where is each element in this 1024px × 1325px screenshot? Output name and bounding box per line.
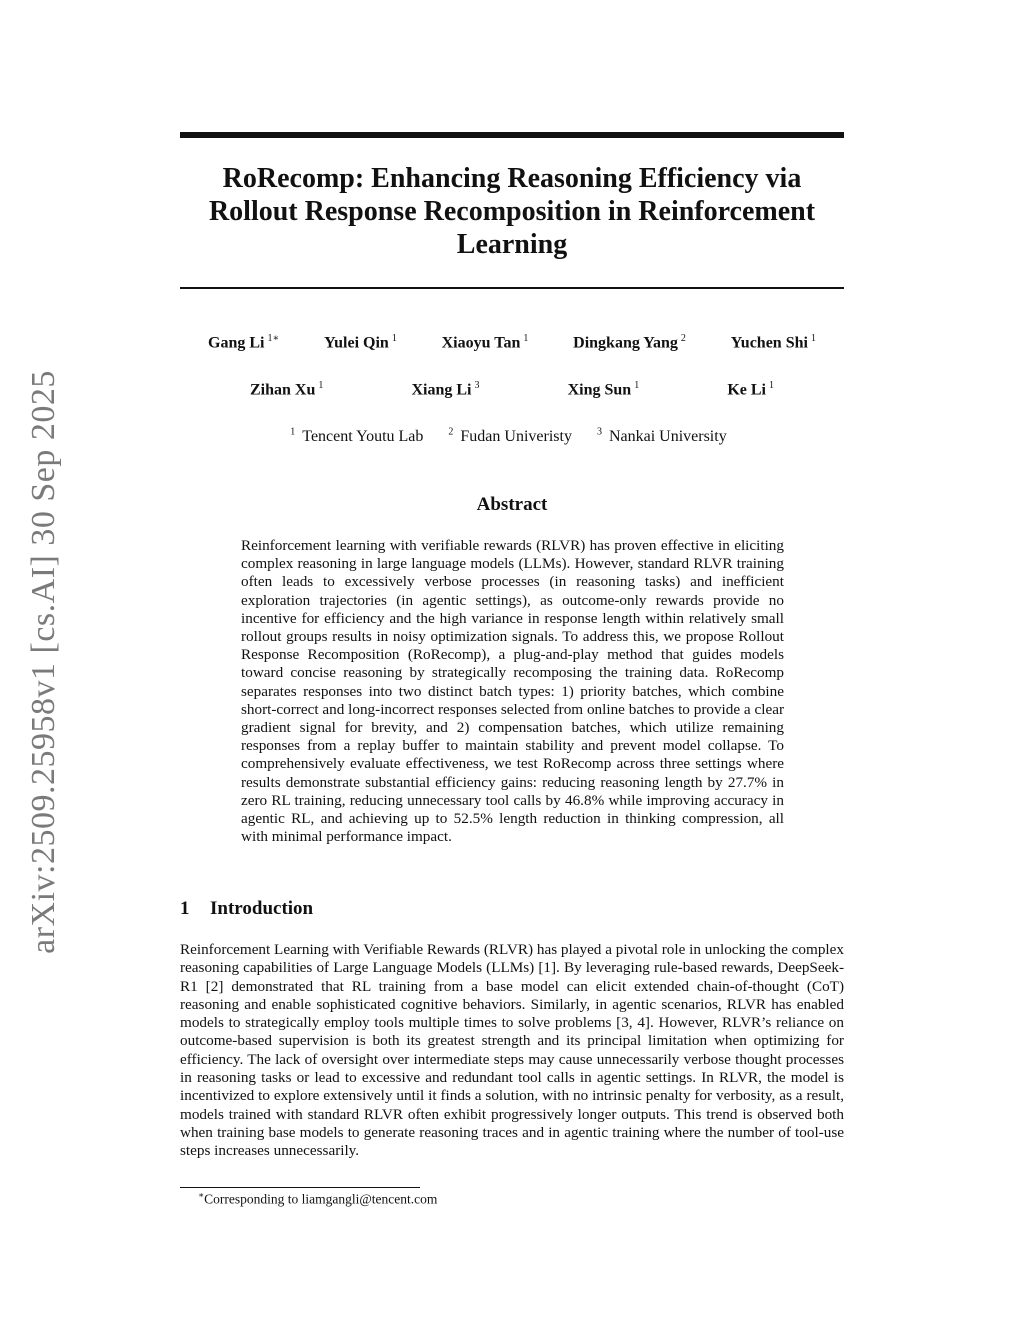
footnote-mark: ∗	[198, 1190, 205, 1200]
author: Xiang Li $^3$	[411, 380, 480, 399]
author: Yulei Qin $^1$	[324, 333, 397, 352]
paper-title: RoRecomp: Enhancing Reasoning Efficiency via Rollout Response Recomposition in Reinforcement Learning	[208, 163, 816, 260]
authors-row-2	[180, 380, 844, 399]
author: Xing Sun $^1$	[567, 380, 640, 399]
footnote	[198, 1190, 437, 1208]
author: Gang Li $^{1∗}$	[208, 333, 280, 352]
author: Ke Li $^1$	[727, 380, 774, 399]
author: Xiaoyu Tan $^1$	[441, 333, 529, 352]
affiliation: $^1$ Tencent Youtu Lab	[290, 427, 424, 446]
title-bottom-rule	[180, 287, 844, 289]
introduction-text: Reinforcement Learning with Verifiable Rewards (RLVR) has played a pivotal role in unlocking the complex reasoning capabilities of Large Language Models (LLMs) [1]. By leveraging rule-based rewards, DeepSeek-R1 [2] demonstrated that RL training from a base model can elicit extended chain-of-thought (CoT) reasoning and enable sophisticated cognitive behaviors. Similarly, in agentic scenarios, RLVR has enabled models to strategically employ tools multiple times to solve problems [3, 4]. However, RLVR’s reliance on outcome-based supervision is both its greatest strength and its principal limitation when optimizing for efficiency. The lack of oversight over intermediate steps may cause unnecessarily verbose thought processes in reasoning tasks or lead to excessive and redundant tool calls in agentic settings. In RLVR, the model is incentivized to explore extensively until it finds a solution, with no intrinsic penalty for verbosity, as a result, models trained with standard RLVR often exhibit progressively longer outputs. This trend is observed both when training base models to generate reasoning traces and in agentic training where the number of tool-use steps increases unnecessarily.	[180, 941, 844, 1160]
abstract-text: Reinforcement learning with verifiable rewards (RLVR) has proven effective in eliciting complex reasoning in large language models (LLMs). However, standard RLVR training often leads to excessively verbose processes (in reasoning tasks) and inefficient exploration trajectories (in agentic settings), as outcome-only rewards provide no incentive for efficiency and the high variance in response length within relatively small rollout groups results in noisy optimization signals. To address this, we propose Rollout Response Recomposition (RoRecomp), a plug-and-play method that guides models toward concise reasoning by strategically recomposing the training data. RoRecomp separates responses into two distinct batch types: 1) priority batches, which combine short-correct and long-incorrect responses selected from online batches to provide a clear gradient signal for brevity, and 2) compensation batches, which utilize remaining responses from a replay buffer to maintain stability and prevent model collapse. To comprehensively evaluate effectiveness, we test RoRecomp across three settings where results demonstrate substantial efficiency gains: reducing reasoning length by 27.7% in zero RL training, reducing unnecessary tool calls by 46.8% while improving accuracy in agentic RL, and achieving up to 52.5% length reduction in thinking compression, all with minimal performance impact.	[241, 537, 784, 846]
affiliations	[180, 427, 844, 446]
section-number: 1	[180, 898, 190, 919]
affiliation: $^3$ Nankai University	[596, 427, 727, 446]
affiliation: $^2$ Fudan Univeristy	[448, 427, 572, 446]
abstract-heading: Abstract	[476, 494, 548, 515]
section-title: Introduction	[210, 898, 314, 919]
footnote-text: Corresponding to liamgangli@tencent.com	[204, 1191, 438, 1207]
title-top-rule	[180, 132, 844, 138]
author: Zihan Xu $^1$	[250, 380, 324, 399]
section-heading	[180, 898, 313, 920]
authors-row-1	[180, 333, 844, 352]
footnote-rule	[180, 1187, 420, 1188]
author: Yuchen Shi $^1$	[730, 333, 816, 352]
arxiv-stamp: arXiv:2509.25958v1 [cs.AI] 30 Sep 2025	[25, 370, 62, 954]
author: Dingkang Yang $^2$	[573, 333, 686, 352]
